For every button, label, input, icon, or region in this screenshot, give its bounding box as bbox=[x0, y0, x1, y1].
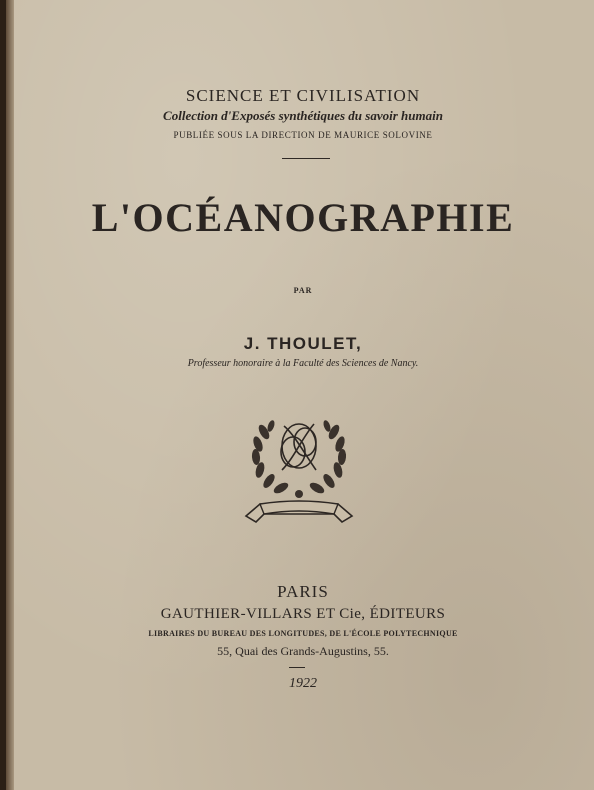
by-label: PAR bbox=[293, 286, 313, 295]
imprint-address: 55, Quai des Grands-Augustins, 55. bbox=[217, 644, 389, 658]
publication-year: 1922 bbox=[289, 676, 317, 691]
laurel-monogram-emblem-icon bbox=[236, 404, 362, 534]
imprint-publisher: GAUTHIER-VILLARS ET Cie, ÉDITEURS bbox=[160, 606, 446, 622]
imprint-libraires: LIBRAIRES DU BUREAU DES LONGITUDES, DE L'ÉCOLE POLYTECHNIQUE bbox=[148, 629, 458, 638]
divider-rule bbox=[282, 158, 330, 159]
author-affiliation: Professeur honoraire à la Faculté des Sciences de Nancy. bbox=[187, 358, 419, 369]
imprint-divider bbox=[289, 667, 305, 668]
title-page bbox=[6, 0, 594, 790]
collection-subtitle: Collection d'Exposés synthétiques du savoir humain bbox=[163, 108, 443, 123]
series-name: SCIENCE ET CIVILISATION bbox=[185, 86, 421, 105]
imprint-city: PARIS bbox=[277, 582, 329, 601]
editorial-direction: PUBLIÉE SOUS LA DIRECTION DE MAURICE SOLOVINE bbox=[173, 130, 433, 140]
author-name: J. THOULET, bbox=[243, 334, 363, 353]
book-title: L'OCÉANOGRAPHIE bbox=[91, 195, 515, 240]
